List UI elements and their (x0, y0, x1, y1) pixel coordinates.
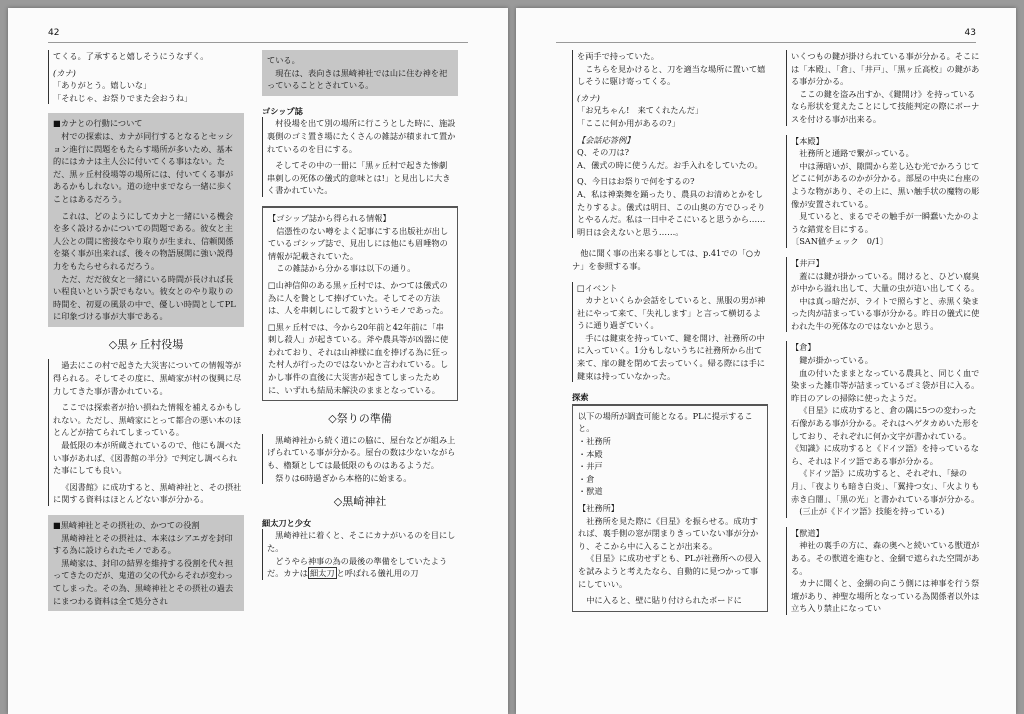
paragraph: 《目星》に成功せずとも、PLが社務所への侵入を試みようと考えたなら、自動的に見つかって事にしていい。 (578, 553, 761, 589)
village-office-block (48, 359, 244, 506)
paragraph: 社務所と通路で繋がっている。 (799, 148, 914, 159)
note-box-shrine (48, 515, 244, 611)
paragraph: この雑誌から分かる事は以下の通り。 (276, 263, 416, 274)
note-box-kana (48, 113, 244, 327)
paragraph: そしてその中の一冊に「黒ヶ丘村で起きた惨劇 串刺しの死体の儀式的意味とは!」と見出しに大きく書かれていた。 (267, 160, 456, 196)
paragraph: 黒崎神社から続く道にの脇に、屋台などが組み上げられている事が分かる。屋台の数は少ないながらも、櫓類としては最低限のものはあるようだ。 (267, 434, 456, 471)
list-item: ・社務所 (578, 436, 611, 447)
qa-line: Q、今日はお祭りで何をするの? (577, 176, 695, 187)
left-page (8, 8, 508, 714)
gossip-block (262, 117, 458, 197)
paragraph: 血の付いたままとなっている農具と、同じく血で染まった雑巾等が詰まっているゴミ袋が目に入る。昨日のアレの掃除に使ったようだ。 (791, 367, 980, 403)
paragraph: 見ていると、まるでその触手が一瞬蠢いたかのような錯覚を目にする。 (791, 211, 980, 234)
dialog-line: 「お兄ちゃん! 来てくれたんだ」 (577, 105, 704, 116)
qa-heading: 【会話応答例】 (577, 134, 635, 145)
paragraph: 他に聞く事の出来る事としては、p.41での「○カナ」を参照する事。 (572, 248, 762, 271)
paragraph (267, 555, 458, 580)
paragraph: 黒崎神社に着くと、そこにカナがいるのを目にした。 (267, 530, 456, 553)
paragraph: 祭りは6時過ぎから本格的に始まる。 (275, 472, 412, 483)
subheading: ゴシップ誌 (262, 105, 303, 116)
location-heading: 【社務所】 (578, 503, 619, 513)
paragraph: 《図書館》に成功すると、黒崎神社と、その摂社に関する資料はほとんどない事が分かる。 (53, 481, 242, 505)
qa-line: Q、その刀は? (577, 147, 630, 158)
paragraph: 最低限の本が所蔵されているので、他にも調べたい事があれば、《図書館の半分》で判定し調べられた事にしても良い。 (53, 440, 242, 476)
paragraph: 鍵が掛かっている。 (799, 355, 873, 366)
paragraph: 中に入ると、壁に貼り付けられたボードに (586, 595, 742, 606)
location-heading: 【獣道】 (791, 527, 824, 538)
left-column-1 (48, 50, 244, 611)
paragraph: こちらを見かけると、刀を適当な場所に置いて嬉しそうに駆け寄ってくる。 (577, 63, 766, 87)
paragraph: 過去にこの村で起きた大災害についての情報等が得られる。そしてその度に、黒崎家が村の復興に尽力してきた事が書かれている。 (53, 360, 242, 396)
paragraph: 蓋には鍵が掛かっている。開けると、ひどい腐臭が中から溢れ出して、大量の虫が這い出してくる。 (791, 270, 980, 294)
left-column-2 (262, 50, 458, 580)
paragraph: これは、どのようにしてカナと一緒にいる機会を多く設けるかについての問題である。彼女と主人公との間に密接なやり取りが生まれ、信頼関係を築く事が出来れば、後々の物語展開に強い説得力をもたらせられるだろう。 (53, 210, 234, 271)
paragraph-text: どうやら神事の為の最後の準備をしていたようだ。カナは (267, 555, 448, 579)
ido-block (786, 257, 982, 333)
honden-block (786, 135, 982, 248)
section-title: ◇黒崎神社 (333, 495, 387, 509)
paragraph: 以下の場所が調査可能となる。PLに提示すること。 (578, 410, 753, 434)
paragraph: カナに聞くと、金網の向こう側には神事を行う祭壇があり、神聖な場所となっている為関係者以外は立ち入り禁止になってい (791, 578, 980, 614)
location-heading: 【井戸】 (791, 257, 824, 268)
note-title: ■黒崎神社とその摂社の、かつての役割 (53, 520, 200, 530)
list-item: ・獣道 (578, 486, 603, 497)
boxed-term: 細太刀 (309, 568, 335, 579)
dialog-line: 「ありがとう。嬉しいな」 (53, 80, 152, 91)
paragraph: 《ドイツ語》に成功すると、それぞれ、「緑の月」、「夜よりも暗き白炎」、「翼持つ女」、「火よりも赤き白闇」、「黒の光」と書かれている事が分かる。 (791, 468, 980, 504)
event-block (572, 282, 768, 383)
paragraph: □黒ヶ丘村では、今から20年前と42年前に「串刺し殺人」が起きている。斧や農具等が凶器に使われており、それは山神様に血を捧げる為に狂った村人が行ったのではないかと言われている。しかし事件の直後に大災害が起きてしまったために、いずれも結局未解決のままとなっている。 (268, 321, 449, 395)
san-check: 〔SAN値チェック 0/1〕 (791, 236, 889, 247)
right-column-1 (572, 50, 768, 612)
qa-line: A、私は神楽舞を踊ったり、農具のお清めとかをしたりするよ。儀式は明日、この山奥の方でひっそりとやるんだ。私は一日中そこにいると思うから……明日は会えないと思う……。 (577, 188, 766, 237)
note-box-continued (262, 50, 458, 96)
list-item: ・井戸 (578, 461, 603, 472)
note-title: ■カナとの行動について (53, 118, 143, 129)
kura-block (786, 341, 982, 517)
paragraph: ここでは探索者が拾い損ねた情報を補えるかもしれない。ただし、黒崎家にとって都合の悪い本のほとんどが捨てられてしまっている。 (53, 402, 242, 438)
paragraph: ている。 (267, 55, 300, 65)
search-box (572, 404, 768, 612)
paragraph: ここの鍵を盗み出すか、《鍵開け》を持っているなら形状を覚えたことにして技能判定の際にボーナスを付ける事が出来る。 (791, 88, 980, 124)
sword-continued-block (572, 50, 768, 238)
box-title: 【ゴシップ誌から得られる情報】 (268, 212, 391, 223)
paragraph: 黒崎神社とその摂社は、本来はシアエガを封印する為に設けられたモノである。 (53, 532, 233, 556)
festival-block (262, 434, 458, 484)
page-number: 43 (964, 28, 976, 38)
paragraph: ただ、だだ彼女と一緒にいる時間が長ければ長い程良いという訳でもない。彼女とのやり取りの時間を、初夏の風景の中で、優しい時間としてPLに印象づける事が大事である。 (53, 273, 236, 322)
list-item: ・本殿 (578, 448, 603, 459)
paragraph: (三止が《ドイツ語》技能を持っている) (799, 506, 945, 517)
paragraph: を両手で持っていた。 (577, 51, 659, 61)
speaker: (カナ) (577, 92, 600, 103)
paragraph: 神社の裏手の方に、森の奥へと続いている獣道がある。その獣道を進むと、金網で遮られた空間がある。 (791, 540, 980, 576)
paragraph: 村役場を出て別の場所に行こうとした時に、施設裏側のゴミ置き場にたくさんの雑誌が積まれて置かれているのを目にする。 (267, 118, 456, 154)
section-title: ◇祭りの準備 (328, 412, 392, 426)
right-page (516, 8, 1016, 714)
paragraph: てくる。了承すると嬉しそうにうなずく。 (53, 51, 209, 61)
paragraph: 黒崎家は、封印の結界を維持する役割を代々担ってきたのだが、鬼道の父の代からそれが変わってしまった。その為、黒崎神社とその摂社の過去にまつわる資料は全て処分され (53, 557, 234, 606)
paragraph: 中は真っ暗だが、ライトで照らすと、赤黒く染まった肉が詰まっている事が分かる。昨日の儀式に使われた牛の死体なのではないかと思う。 (791, 295, 980, 331)
shrine-office-continued (786, 50, 982, 126)
dialog-line: 「それじゃ、お祭りでまた会おうね」 (53, 92, 193, 103)
paragraph: 手には鍵束を持っていて、鍵を開け、社務所の中に入っていく。1分もしないうちに社務所から出て来て、扉の鍵を閉めて去っていく。帰る際には手に鍵束は持っていなかった。 (577, 332, 765, 381)
subheading: 探索 (572, 392, 589, 403)
paragraph: カナといくらか会話をしていると、黒服の男が神社にやって来て、「失礼します」と言って横切るように通り過ぎていく。 (577, 295, 766, 331)
section-title: ◇黒ヶ丘村役場 (108, 337, 184, 351)
location-heading: 【倉】 (791, 342, 816, 353)
gossip-info-box (262, 206, 458, 401)
paragraph: 現在は、表向きは黒崎神社では山に住む神を祀っていることとされている。 (267, 67, 448, 91)
paragraph: 信憑性のない噂をよく記事にする出版社が出しているゴシップ誌で、見出しには他にも眉唾物の情報が記載されていた。 (268, 225, 449, 261)
qa-line: A、儀式の時に使うんだ。お手入れをしていたの。 (577, 159, 763, 170)
speaker: (カナ) (53, 67, 76, 78)
kemono-block (786, 527, 982, 615)
page-number: 42 (48, 28, 60, 38)
paragraph: 中は薄暗いが、隙間から差し込む光でかろうじてどこに何があるのかが分かる。部屋の中央に台座のような物があり、その上に、黒い触手状の魔物の彫像が安置されている。 (791, 160, 980, 209)
header-rule (556, 42, 976, 43)
event-heading: □イベント (577, 282, 618, 293)
list-item: ・倉 (578, 473, 595, 484)
location-heading: 【本殿】 (791, 135, 824, 146)
dialog-line: 「ここに何か用があるの?」 (577, 117, 680, 128)
paragraph: 村での探索は、カナが同行するとなるとセッション進行に問題をもたらす場所が多いため、基本的にはカナは主人公に付いてくる事はない。ただ、黒ヶ丘村役場等の場所には、付いてくる事があるかもしれない。道の途中までなら一緒に歩くことはあるだろう。 (53, 130, 234, 204)
paragraph: いくつもの鍵が掛けられている事が分かる。そこには「本殿」、「倉」、「井戸」、「黒ヶ丘高校」の鍵がある事が分かる。 (791, 51, 980, 87)
paragraph: □山神信仰のある黒ヶ丘村では、かつては儀式の為に人を贄として捧げていた。そしてその方法は、人を串刺しにして殺すというモノであった。 (268, 279, 449, 316)
paragraph-text: と呼ばれる儀礼用の刀 (336, 568, 419, 579)
paragraph: 社務所を見た際に《目星》を振らせる。成功すれば、裏手側の窓が閉まりきっていない事が分かり、そこから中に入ることが出来る。 (578, 515, 759, 551)
subheading: 細太刀と少女 (262, 517, 312, 528)
sword-block (262, 529, 458, 579)
right-column-2 (786, 50, 982, 615)
paragraph: 《目星》に成功すると、倉の隅に5つの変わった石像がある事が分かる。それはヘゲタカめいた形をしており、それぞれに何か文字が書かれている。《知識》に成功すると《ドイツ語》を持っているなら、それはドイツ語である事が分かる。 (791, 405, 979, 466)
header-rule (48, 42, 468, 43)
intro-block (48, 50, 244, 104)
